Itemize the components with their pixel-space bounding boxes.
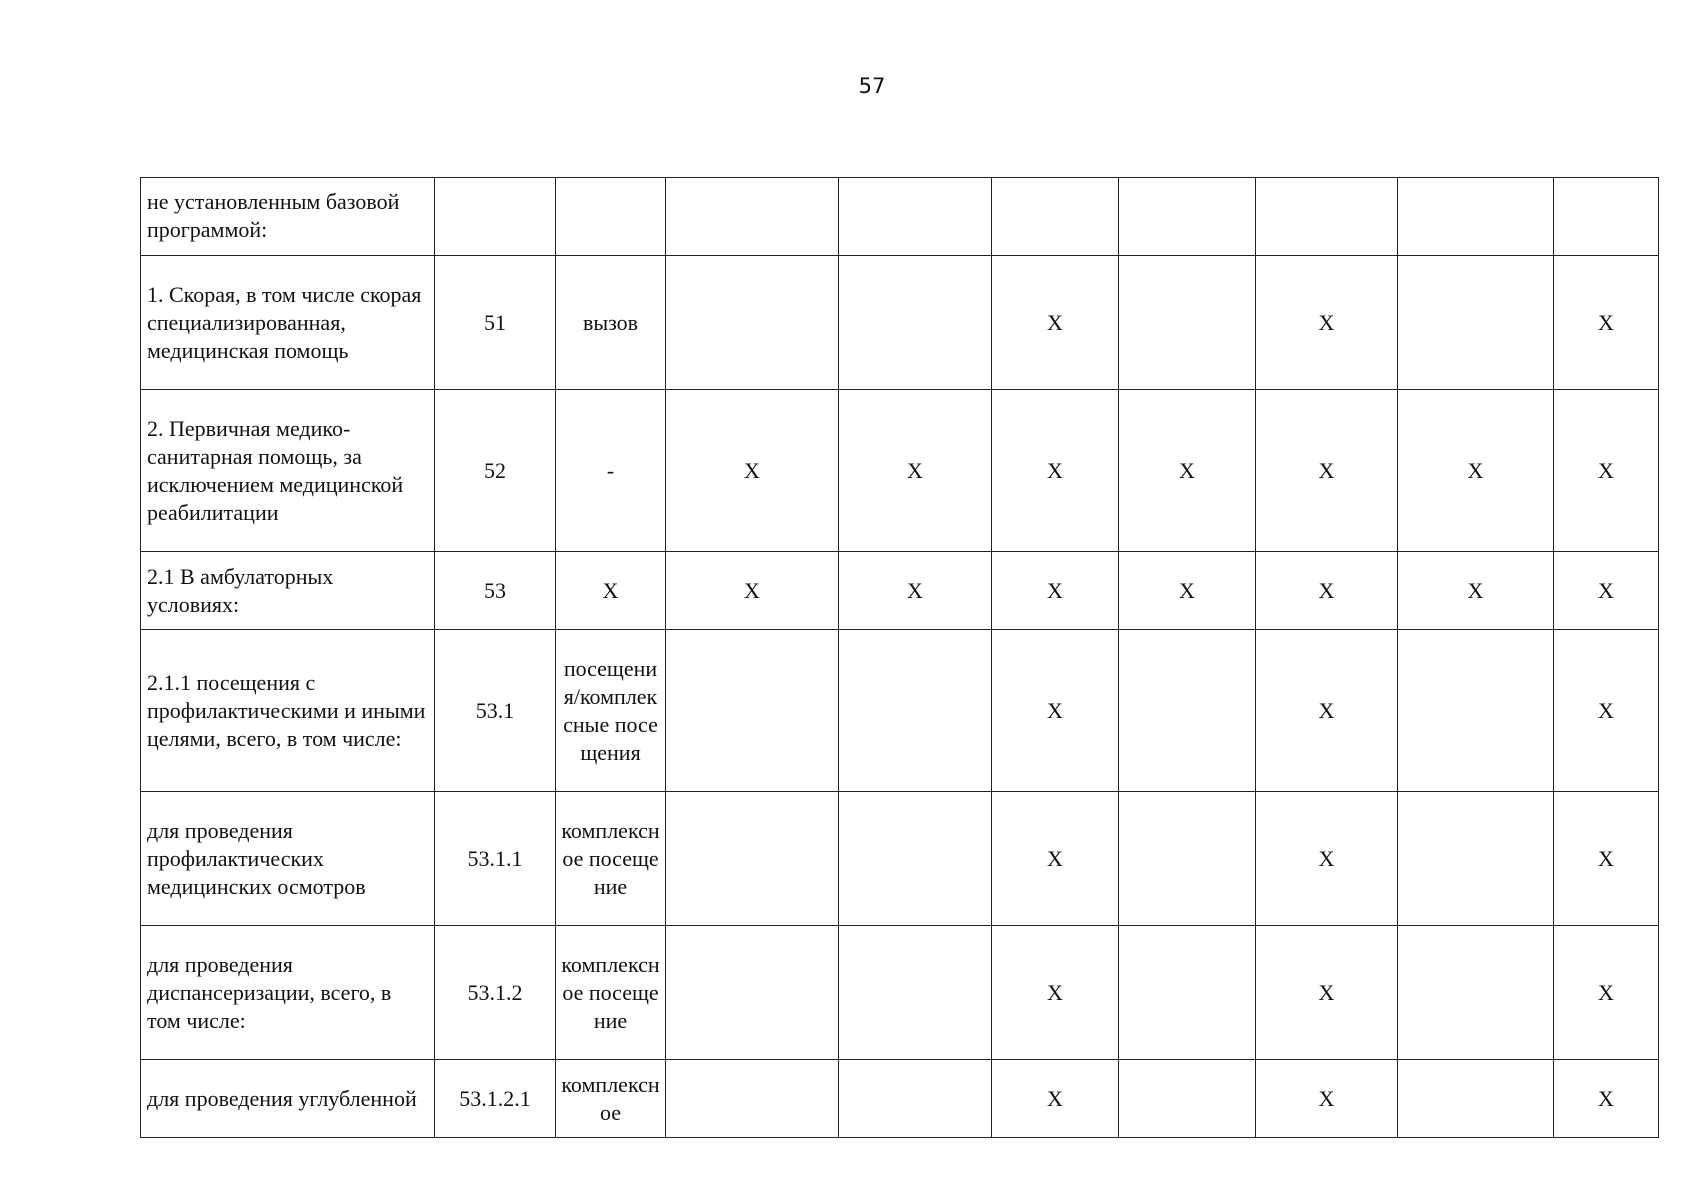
- table-cell: [666, 792, 839, 926]
- table-cell: Х: [1554, 390, 1659, 552]
- row-unit: комплексное: [556, 1060, 666, 1138]
- table-cell: [1119, 178, 1256, 256]
- table-cell: Х: [666, 552, 839, 630]
- row-code: 53.1.2.1: [435, 1060, 556, 1138]
- table-cell: [839, 178, 992, 256]
- table-cell: Х: [992, 552, 1119, 630]
- table-cell: [839, 256, 992, 390]
- table-cell: [666, 256, 839, 390]
- table-cell: Х: [992, 1060, 1119, 1138]
- table-cell: Х: [1554, 552, 1659, 630]
- table-row: [141, 1060, 1659, 1138]
- table-cell: Х: [1256, 792, 1398, 926]
- row-label: для проведения углубленной: [141, 1060, 435, 1138]
- table-cell: Х: [992, 256, 1119, 390]
- table-cell: [666, 630, 839, 792]
- table-cell: Х: [1256, 552, 1398, 630]
- table-cell: Х: [1554, 926, 1659, 1060]
- row-unit: комплексное посещение: [556, 792, 666, 926]
- table-cell: [1119, 926, 1256, 1060]
- table-cell: Х: [1554, 256, 1659, 390]
- table-cell: [1119, 630, 1256, 792]
- data-table: [140, 177, 1659, 1138]
- row-code: 53.1.1: [435, 792, 556, 926]
- page-number: 57: [858, 74, 886, 98]
- row-code: 53: [435, 552, 556, 630]
- table-cell: [839, 1060, 992, 1138]
- table-row: [141, 390, 1659, 552]
- table-cell: Х: [992, 926, 1119, 1060]
- table-cell: [992, 178, 1119, 256]
- table-cell: Х: [992, 792, 1119, 926]
- table-cell: Х: [666, 390, 839, 552]
- table-cell: Х: [1119, 552, 1256, 630]
- table-cell: Х: [1554, 1060, 1659, 1138]
- table-cell: [839, 792, 992, 926]
- table-cell: Х: [1256, 630, 1398, 792]
- row-code: [435, 178, 556, 256]
- row-code: 53.1: [435, 630, 556, 792]
- table-cell: Х: [1256, 1060, 1398, 1138]
- table-cell: Х: [992, 630, 1119, 792]
- table-row: [141, 792, 1659, 926]
- table-cell: [839, 926, 992, 1060]
- row-label: для проведения диспансеризации, всего, в том числе:: [141, 926, 435, 1060]
- table-cell: [1554, 178, 1659, 256]
- row-unit: [556, 178, 666, 256]
- row-unit: вызов: [556, 256, 666, 390]
- table-cell: Х: [1119, 390, 1256, 552]
- row-label: 2. Первичная медико-санитарная помощь, за исключением медицинской реабилитации: [141, 390, 435, 552]
- row-unit: комплексное посещение: [556, 926, 666, 1060]
- table-cell: [1398, 926, 1554, 1060]
- row-label: 2.1.1 посещения с профилактическими и иными целями, всего, в том числе:: [141, 630, 435, 792]
- table-cell: Х: [1398, 552, 1554, 630]
- row-label: не установленным базовой программой:: [141, 178, 435, 256]
- row-label: для проведения профилактических медицинских осмотров: [141, 792, 435, 926]
- table-cell: Х: [1256, 390, 1398, 552]
- table-row: [141, 178, 1659, 256]
- table-cell: [1119, 256, 1256, 390]
- table-cell: Х: [1554, 792, 1659, 926]
- table-cell: Х: [839, 390, 992, 552]
- table-row: [141, 256, 1659, 390]
- row-code: 51: [435, 256, 556, 390]
- row-unit: -: [556, 390, 666, 552]
- row-label: 1. Скорая, в том числе скорая специализированная, медицинская помощь: [141, 256, 435, 390]
- table-cell: [666, 926, 839, 1060]
- table-cell: [1398, 1060, 1554, 1138]
- table-cell: [1398, 178, 1554, 256]
- table-cell: Х: [839, 552, 992, 630]
- row-code: 52: [435, 390, 556, 552]
- row-code: 53.1.2: [435, 926, 556, 1060]
- table-cell: [1119, 792, 1256, 926]
- table-cell: [1398, 792, 1554, 926]
- table-cell: [1119, 1060, 1256, 1138]
- table-cell: [1256, 178, 1398, 256]
- table-cell: Х: [1398, 390, 1554, 552]
- table-cell: [839, 630, 992, 792]
- table-cell: [1398, 256, 1554, 390]
- table-cell: Х: [1256, 926, 1398, 1060]
- table-cell: [666, 178, 839, 256]
- table-row: [141, 630, 1659, 792]
- table-row: [141, 552, 1659, 630]
- table-cell: Х: [1554, 630, 1659, 792]
- row-label: 2.1 В амбулаторных условиях:: [141, 552, 435, 630]
- row-unit: посещения/комплексные посещения: [556, 630, 666, 792]
- table-cell: [1398, 630, 1554, 792]
- table-cell: [666, 1060, 839, 1138]
- table-row: [141, 926, 1659, 1060]
- row-unit: Х: [556, 552, 666, 630]
- table-cell: Х: [992, 390, 1119, 552]
- table-cell: Х: [1256, 256, 1398, 390]
